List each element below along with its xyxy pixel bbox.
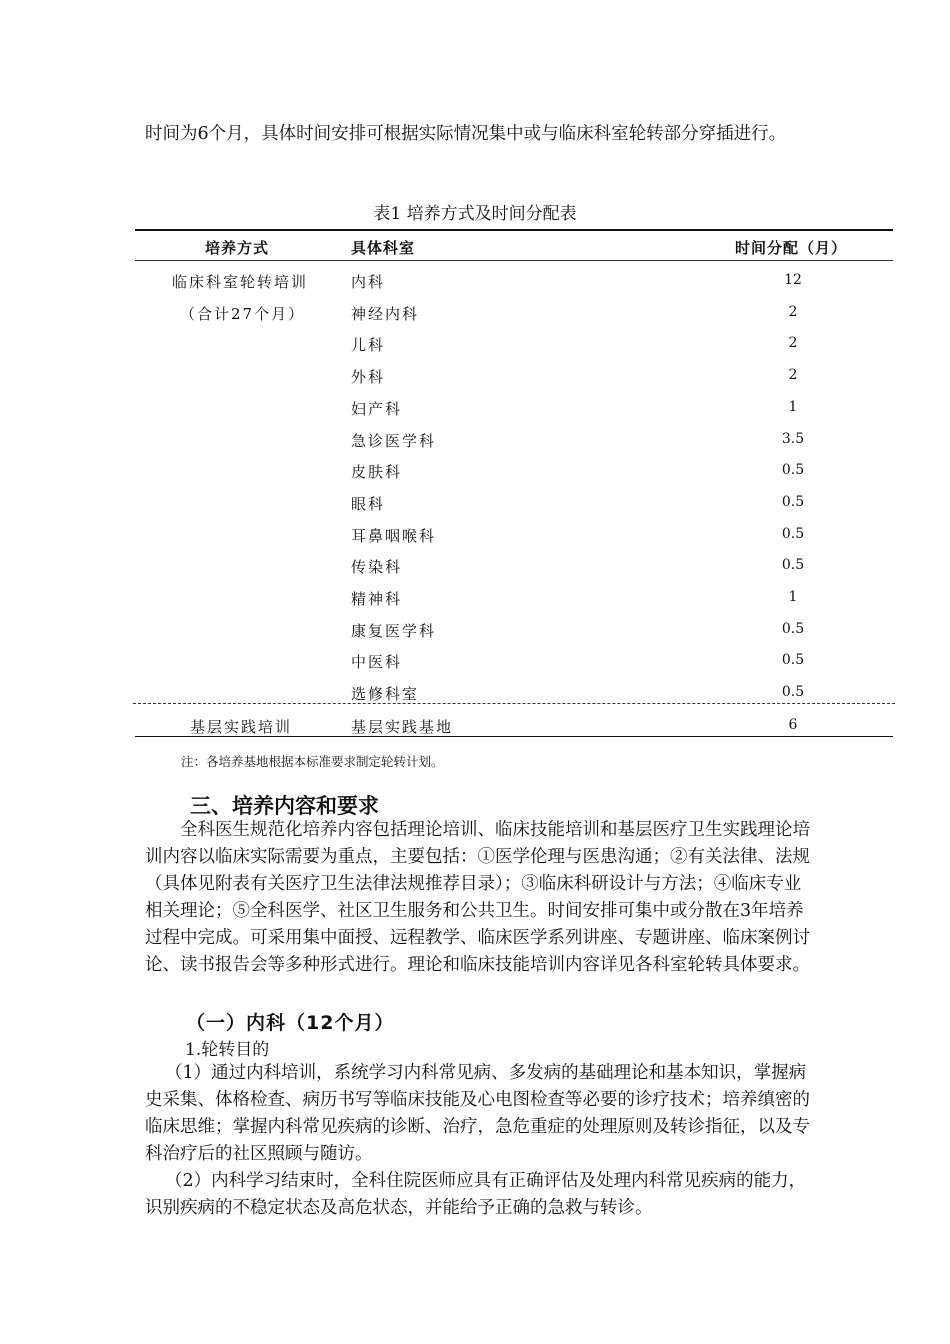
table-row-department: 眼科 xyxy=(351,495,386,513)
table-header-rule xyxy=(135,260,893,261)
method-clinical-rotation: 临床科室轮转培训 xyxy=(172,273,309,291)
header-method: 培养方式 xyxy=(205,239,270,257)
table-row-department: 耳鼻咽喉科 xyxy=(351,527,437,545)
item-title: 1.轮转目的 xyxy=(185,1040,270,1060)
method-clinical-total: （合计27个月） xyxy=(180,305,306,323)
table-row-months: 0.5 xyxy=(781,462,805,478)
table-row-months: 0.5 xyxy=(781,684,805,700)
table-row-department: 外科 xyxy=(351,368,386,386)
table-row-department: 内科 xyxy=(351,273,386,291)
table-row-months: 12 xyxy=(784,272,802,288)
table-row-department: 儿科 xyxy=(351,336,386,354)
table-caption: 表1 培养方式及时间分配表 xyxy=(373,204,577,224)
table-top-rule xyxy=(135,229,893,231)
table-row-months: 2 xyxy=(788,304,798,320)
table-dashed-divider xyxy=(133,703,895,704)
section-paragraph: 全科医生规范化培养内容包括理论培训、临床技能培训和基层医疗卫生实践理论培训内容以临床实际需要为重点，主要包括：①医学伦理与医患沟通；②有关法律、法规（具体见附表有关医疗卫生法律法规推荐目录）；③临床科研设计与方法；④临床专业相关理论；⑤全科医学、社区卫生服务和公共卫生。时间安排可集中或分散在3年培养过程中完成。可采用集中面授、远程教学、临床医学系列讲座、专题讲座、临床案例讨论、读书报告会等多种形式进行。理论和临床技能培训内容详见各科室轮转具体要求。 xyxy=(145,820,810,975)
table-row-department: 急诊医学科 xyxy=(351,432,437,450)
table-row-months: 0.5 xyxy=(781,652,805,668)
table-row-months: 1 xyxy=(788,589,798,605)
table-row-department: 传染科 xyxy=(351,558,403,576)
table-row-months: 3.5 xyxy=(781,431,805,447)
table-row-months: 2 xyxy=(788,367,798,383)
table-row-department: 中医科 xyxy=(351,653,403,671)
table-row-department: 皮肤科 xyxy=(351,463,403,481)
intro-paragraph: 时间为6个月，具体时间安排可根据实际情况集中或与临床科室轮转部分穿插进行。 xyxy=(145,124,787,144)
paragraph-1: （1）通过内科培训，系统学习内科常见病、多发病的基础理论和基本知识，掌握病史采集、体格检查、病历书写等临床技能及心电图检查等必要的诊疗技术；培养缜密的临床思维；掌握内科常见疾病的诊断、治疗，急危重症的处理原则及转诊指征，以及专科治疗后的社区照顾与随访。 xyxy=(145,1063,810,1164)
table-row-department: 康复医学科 xyxy=(351,622,437,640)
table-row-department: 神经内科 xyxy=(351,305,420,323)
table-row-months: 0.5 xyxy=(781,526,805,542)
table-row-department: 精神科 xyxy=(351,590,403,608)
months-community: 6 xyxy=(788,717,798,733)
paragraph-2: （2）内科学习结束时，全科住院医师应具有正确评估及处理内科常见疾病的能力，识别疾病的不稳定状态及高危状态，并能给予正确的急救与转诊。 xyxy=(145,1171,807,1218)
table-row-department: 妇产科 xyxy=(351,400,403,418)
table-note: 注：各培养基地根据本标准要求制定轮转计划。 xyxy=(181,754,444,769)
section-title: 三、培养内容和要求 xyxy=(190,794,379,818)
header-department: 具体科室 xyxy=(351,239,416,257)
table-bottom-rule xyxy=(135,736,893,737)
table-row-months: 0.5 xyxy=(781,494,805,510)
table-row-department: 选修科室 xyxy=(351,685,420,703)
table-row-months: 0.5 xyxy=(781,621,805,637)
table-row-months: 2 xyxy=(788,335,798,351)
table-row-months: 1 xyxy=(788,399,798,415)
header-months: 时间分配（月） xyxy=(735,239,848,257)
table-row-months: 0.5 xyxy=(781,557,805,573)
method-community-practice: 基层实践培训 xyxy=(190,718,293,736)
dept-community-base: 基层实践基地 xyxy=(351,718,454,736)
subsection-title: （一）内科（12个月） xyxy=(186,1012,395,1034)
